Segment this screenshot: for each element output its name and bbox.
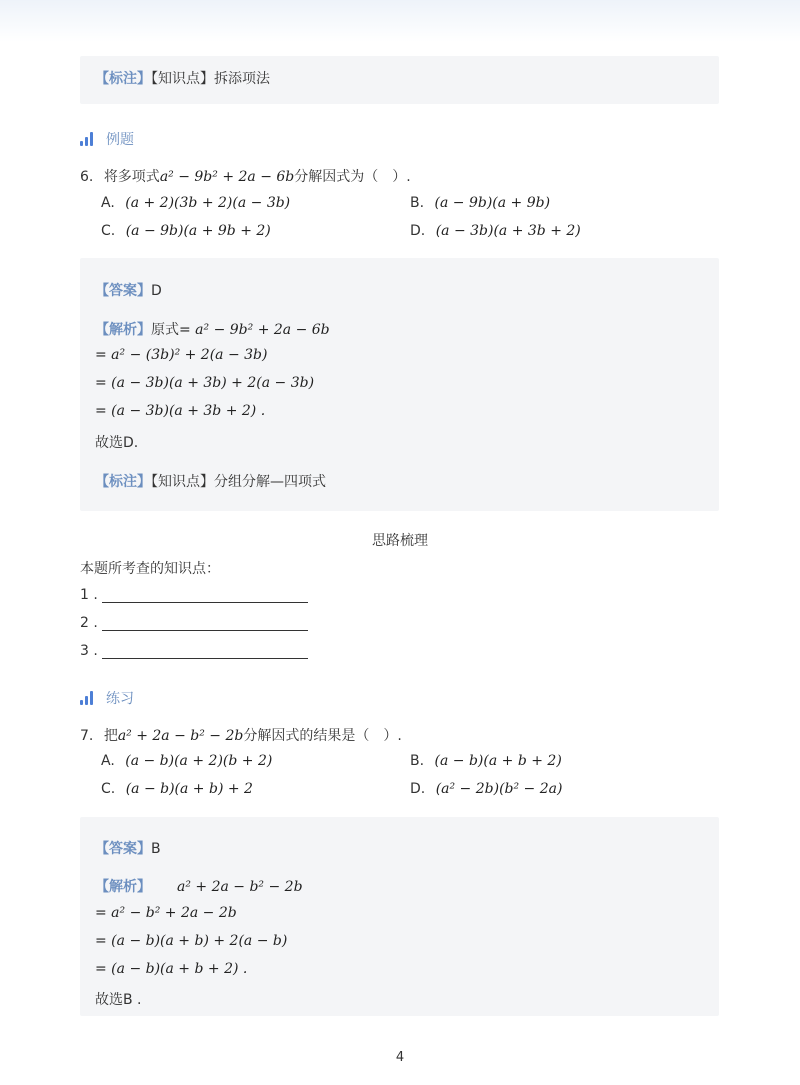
option-expr: (a − b)(a + 2)(b + 2): [125, 753, 273, 769]
answer-box-7: [80, 817, 719, 1016]
analysis-step: = (a − b)(a + b + 2) .: [95, 961, 248, 977]
analysis-step: = a² − b² + 2a − 2b: [95, 905, 237, 921]
review-item-number: 1 .: [80, 587, 98, 603]
answer-value: D: [151, 283, 162, 299]
option-d[interactable]: [410, 781, 562, 797]
note-tag: 【标注】: [95, 474, 151, 490]
analysis-step: = (a − 3b)(a + 3b) + 2(a − 3b): [95, 375, 315, 391]
section-practice-title: 练习: [106, 691, 134, 707]
review-item-1: [80, 586, 308, 603]
option-d[interactable]: [410, 223, 581, 239]
note-line: [95, 471, 326, 491]
answer-tag: 【答案】: [95, 283, 151, 299]
analysis-conclusion: 故选B .: [95, 992, 142, 1008]
option-expr: (a² − 2b)(b² − 2a): [435, 781, 563, 797]
option-label: B.: [410, 753, 425, 769]
fill-blank-line[interactable]: [102, 614, 308, 631]
analysis-lead: 原式: [151, 322, 179, 338]
question-text-before: 将多项式: [103, 169, 160, 185]
review-title: 思路梳理: [372, 533, 428, 549]
option-a[interactable]: [101, 753, 272, 769]
analysis-step: = a² − (3b)² + 2(a − 3b): [95, 347, 268, 363]
question-number: 7.: [80, 728, 94, 744]
answer-line: [95, 838, 161, 858]
option-b[interactable]: [410, 753, 562, 769]
fill-blank-line[interactable]: [102, 642, 308, 659]
answer-tag: 【答案】: [95, 841, 151, 857]
option-label: C.: [101, 781, 116, 797]
option-c[interactable]: [101, 223, 271, 239]
analysis-step: = (a − b)(a + b) + 2(a − b): [95, 933, 288, 949]
review-item-number: 2 .: [80, 615, 98, 631]
option-a[interactable]: [101, 195, 290, 211]
note-tag: 【标注】: [95, 71, 151, 87]
option-expr: (a − b)(a + b) + 2: [125, 781, 253, 797]
analysis-step: = (a − 3b)(a + 3b + 2) .: [95, 403, 266, 419]
bar-chart-icon: [80, 691, 98, 705]
question-text-after: 分解因式的结果是（ ）.: [243, 728, 402, 744]
option-label: A.: [101, 753, 115, 769]
option-b[interactable]: [410, 195, 550, 211]
note-box-top: [80, 56, 719, 104]
bar-chart-icon: [80, 132, 98, 146]
question-7: [80, 725, 402, 745]
question-text-after: 分解因式为（ ）.: [294, 169, 411, 185]
question-expr: a² + 2a − b² − 2b: [117, 728, 244, 744]
option-expr: (a − b)(a + b + 2): [434, 753, 562, 769]
option-expr: (a − 9b)(a + 9b + 2): [125, 223, 271, 239]
section-example: [80, 129, 134, 149]
option-expr: (a + 2)(3b + 2)(a − 3b): [125, 195, 291, 211]
top-header-fade: [0, 0, 800, 42]
question-expr: a² − 9b² + 2a − 6b: [159, 169, 295, 185]
answer-value: B: [151, 841, 161, 857]
note-text: 【知识点】分组分解—四项式: [151, 474, 326, 490]
answer-box-6: [80, 258, 719, 511]
analysis-step: a² + 2a − b² − 2b: [177, 879, 303, 895]
option-label: D.: [410, 223, 426, 239]
note-text: 【知识点】拆添项法: [151, 71, 270, 87]
review-item-number: 3 .: [80, 643, 98, 659]
fill-blank-line[interactable]: [102, 586, 308, 603]
section-example-title: 例题: [106, 132, 134, 148]
review-item-2: [80, 614, 308, 631]
analysis-line: [95, 319, 330, 339]
review-intro: 本题所考查的知识点：: [80, 561, 220, 577]
analysis-tag: 【解析】: [95, 879, 151, 895]
option-label: A.: [101, 195, 115, 211]
option-label: D.: [410, 781, 426, 797]
option-expr: (a − 9b)(a + 9b): [434, 195, 551, 211]
analysis-tag: 【解析】: [95, 322, 151, 338]
answer-line: [95, 280, 162, 300]
analysis-line: [95, 876, 303, 896]
analysis-step: = a² − 9b² + 2a − 6b: [179, 322, 330, 338]
option-expr: (a − 3b)(a + 3b + 2): [435, 223, 581, 239]
option-c[interactable]: [101, 781, 253, 797]
question-number: 6.: [80, 169, 94, 185]
note-line: [95, 68, 270, 88]
page-number: 4: [395, 1050, 405, 1065]
question-text-before: 把: [103, 728, 118, 744]
analysis-conclusion: 故选D.: [95, 435, 139, 451]
review-item-3: [80, 642, 308, 659]
question-6: [80, 166, 411, 186]
option-label: C.: [101, 223, 116, 239]
section-practice: [80, 688, 134, 708]
option-label: B.: [410, 195, 425, 211]
